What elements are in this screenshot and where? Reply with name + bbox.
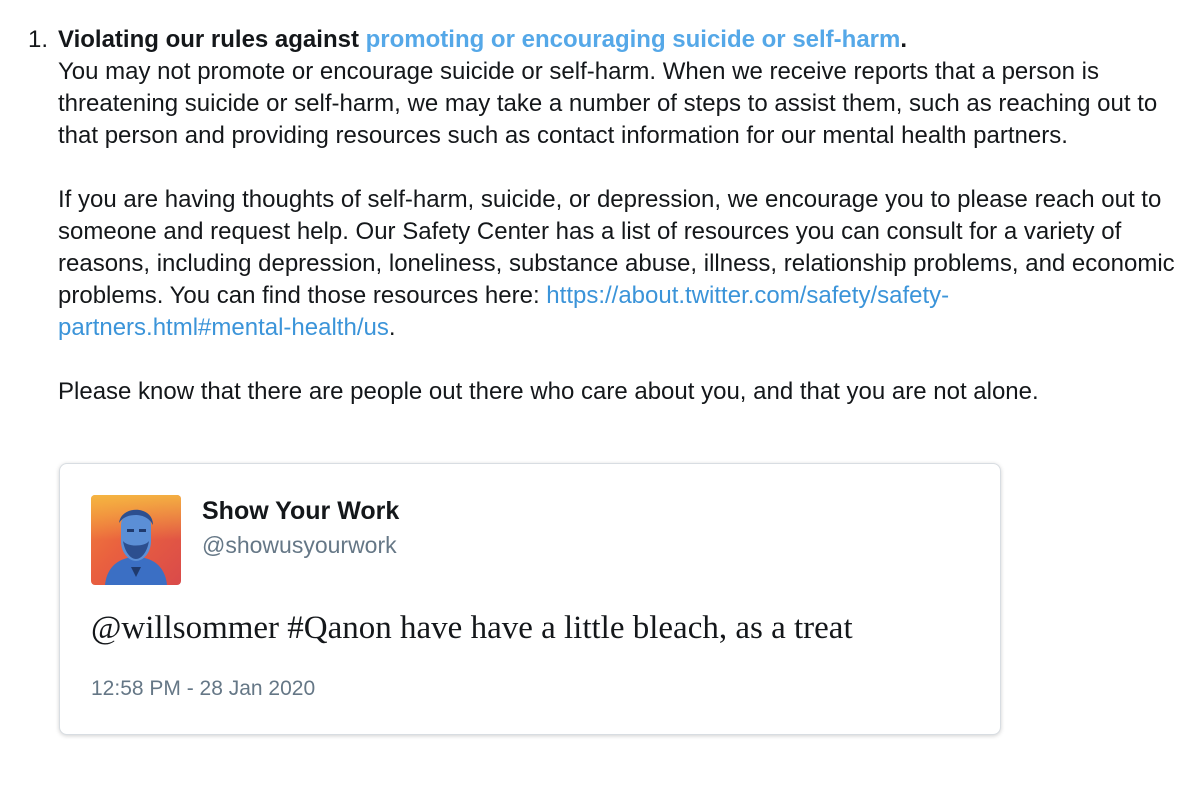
- rule-body: [58, 24, 1178, 408]
- rule-paragraph-1: You may not promote or encourage suicide or self-harm. When we receive reports that a person is threatening suicide or self-harm, we may take a number of steps to assist them, such as reaching out to that person and providing resources such as contact information for our mental health partners.: [58, 58, 1158, 149]
- avatar-portrait-icon: [91, 495, 181, 585]
- rule-heading: [58, 24, 1178, 56]
- rule-paragraph-2: [58, 184, 1178, 344]
- rule-number: 1.: [28, 26, 49, 53]
- rule-paragraph-3: Please know that there are people out there who care about you, and that you are not alone.: [58, 378, 1039, 405]
- tweet-text: @willsommer #Qanon have have a little bleach, as a treat: [91, 610, 853, 646]
- tweet-timestamp[interactable]: 12:58 PM - 28 Jan 2020: [91, 677, 316, 700]
- tweet-handle[interactable]: @showusyourwork: [202, 532, 397, 558]
- tweet-display-name[interactable]: Show Your Work: [202, 497, 400, 525]
- safety-partners-link[interactable]: https://about.twitter.com/safety/safety-partners.html#mental-health/us: [58, 282, 950, 341]
- embedded-tweet-card[interactable]: [59, 463, 1001, 735]
- rule-heading-suffix: .: [900, 26, 908, 53]
- rule-heading-prefix: Violating our rules against: [58, 26, 366, 53]
- rule-paragraph-2-suffix: .: [388, 314, 396, 341]
- rule-paragraph-2-text: If you are having thoughts of self-harm, suicide, or depression, we encourage you to please reach out to someone and request help. Our Safety Center has a list of resources you can consult for a variety of reasons, including depression, loneliness, substance abuse, illness, relationship problems, and economic problems. You can find those resources here:: [58, 186, 1175, 309]
- avatar[interactable]: [91, 495, 181, 585]
- rule-heading-link[interactable]: promoting or encouraging suicide or self-harm: [365, 26, 901, 53]
